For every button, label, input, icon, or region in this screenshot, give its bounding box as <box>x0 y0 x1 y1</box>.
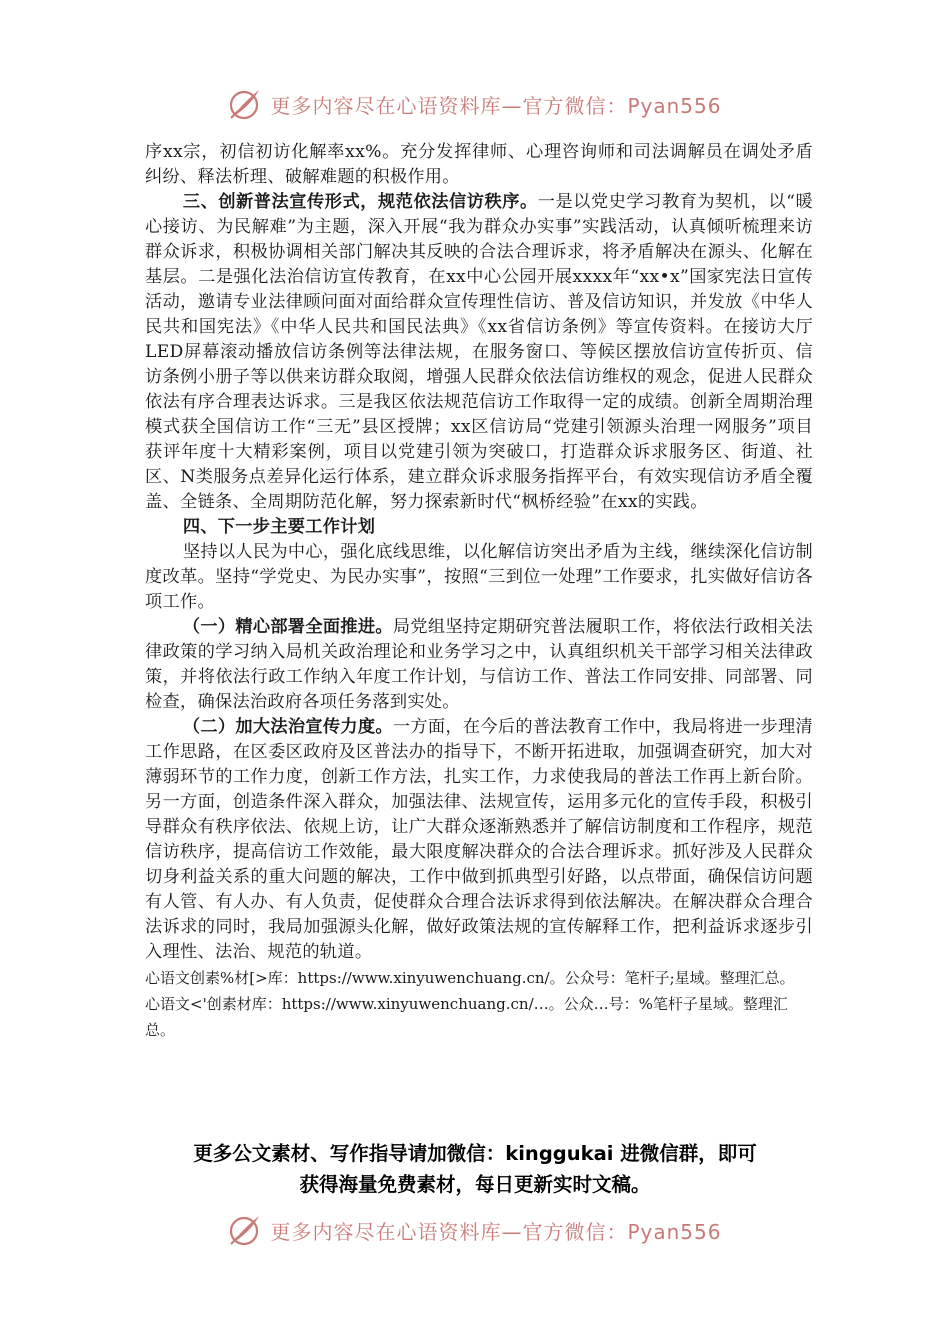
document-body <box>145 140 813 1043</box>
watermark-text: 更多内容尽在心语资料库—官方微信：Pyan556 <box>270 1219 722 1244</box>
paragraph-petition-stats: 序xx宗，初信初访化解率xx%。充分发挥律师、心理咨询师和司法调解员在调处矛盾纠纷、释法析理、破解难题的积极作用。 <box>145 142 813 187</box>
item-one-heading: （一）精心部署全面推进。 <box>182 617 393 637</box>
watermark-text: 更多内容尽在心语资料库—官方微信：Pyan556 <box>270 93 722 118</box>
section-four-heading: 四、下一步主要工作计划 <box>182 517 376 537</box>
footer-watermark <box>0 1210 950 1250</box>
section-three-heading: 三、创新普法宣传形式，规范依法信访秩序。 <box>182 192 538 212</box>
promo-line-2: 获得海量免费素材，每日更新实时文稿。 <box>299 1173 651 1196</box>
promo-line-1: 更多公文素材、写作指导请加微信：kinggukai 进微信群，即可 <box>193 1142 757 1165</box>
quill-logo-icon <box>228 1213 262 1247</box>
paragraph-section-three <box>145 190 813 515</box>
item-two-text: 一方面，在今后的普法教育工作中，我局将进一步理清工作思路，在区委区政府及区普法办的指导下，不断开拓进取，加强调查研究，加大对薄弱环节的工作力度，创新工作方法，扎实工作，力求使我局的普法工作再上新台阶。另一方面，创造条件深入群众，加强法律、法规宣传，运用多元化的宣传手段，积极引导群众有秩序依法、依规上访，让广大群众逐渐熟悉并了解信访制度和工作程序，规范信访秩序，提高信访工作效能，最大限度解决群众的合法合理诉求。抓好涉及人民群众切身利益关系的重大问题的解决，工作中做到抓典型引好路，以点带面，确保信访问题有人管、有人办、有人负责，促使群众合理合法诉求得到依法解决。在解决群众合理合法诉求的同时，我局加强源头化解，做好政策法规的宣传解释工作，把利益诉求逐步引入理性、法治、规范的轨道。 <box>145 717 813 962</box>
paragraph-plan-intro: 坚持以人民为中心，强化底线思维，以化解信访突出矛盾为主线，继续深化信访制度改革。坚持“学党史、为民办实事”，按照“三到位一处理”工作要求，扎实做好信访各项工作。 <box>145 542 813 612</box>
item-two-heading: （二）加大法治宣传力度。 <box>182 717 393 737</box>
section-three-text: 一是以党史学习教育为契机，以“暖心接访、为民解难”为主题，深入开展“我为群众办实事”实践活动，认真倾听梳理来访群众诉求，积极协调相关部门解决其反映的合法合理诉求，将矛盾解决在源头、化解在基层。二是强化法治信访宣传教育，在xx中心公园开展xxxx年“xx•x”国家宪法日宣传活动，邀请专业法律顾问面对面给群众宣传理性信访、普及信访知识，并发放《中华人民共和国宪法》《中华人民共和国民法典》《xx省信访条例》等宣传资料。在接访大厅LED屏幕滚动播放信访条例等法律法规，在服务窗口、等候区摆放信访宣传折页、信访条例小册子等以供来访群众取阅，增强人民群众依法信访维权的观念，促进人民群众依法有序合理表达诉求。三是我区依法规范信访工作取得一定的成绩。创新全周期治理模式获全国信访工作“三无”县区授牌；xx区信访局“党建引领源头治理一网服务”项目获评年度十大精彩案例，项目以党建引领为突破口，打造群众诉求服务区、街道、社区、N类服务点差异化运行体系，建立群众诉求服务指挥平台，有效实现信访矛盾全覆盖、全链条、全周期防范化解，努力探索新时代“枫桥经验”在xx的实践。 <box>145 192 813 512</box>
paragraph-item-two <box>145 715 813 965</box>
item-one-text: 局党组坚持定期研究普法履职工作，将依法行政相关法律政策的学习纳入局机关政治理论和业务学习之中，认真组织机关干部学习相关法律政策，并将依法行政工作纳入年度工作计划，与信访工作、普法工作同安排、同部署、同检查，确保法治政府各项任务落到实处。 <box>145 617 813 712</box>
quill-logo-icon <box>228 87 262 121</box>
source-note-2: 心语文<'创素材库：https://www.xinyuwenchuang.cn/…。公众…号：%笔杆子星域。整理汇总。 <box>145 995 788 1039</box>
promo-banner <box>120 1138 830 1200</box>
header-watermark <box>0 84 950 124</box>
paragraph-item-one <box>145 615 813 715</box>
source-note-1: 心语文创素%材[>库：https://www.xinyuwenchuang.cn/。公众号：笔杆子;星域。整理汇总。 <box>145 969 795 987</box>
